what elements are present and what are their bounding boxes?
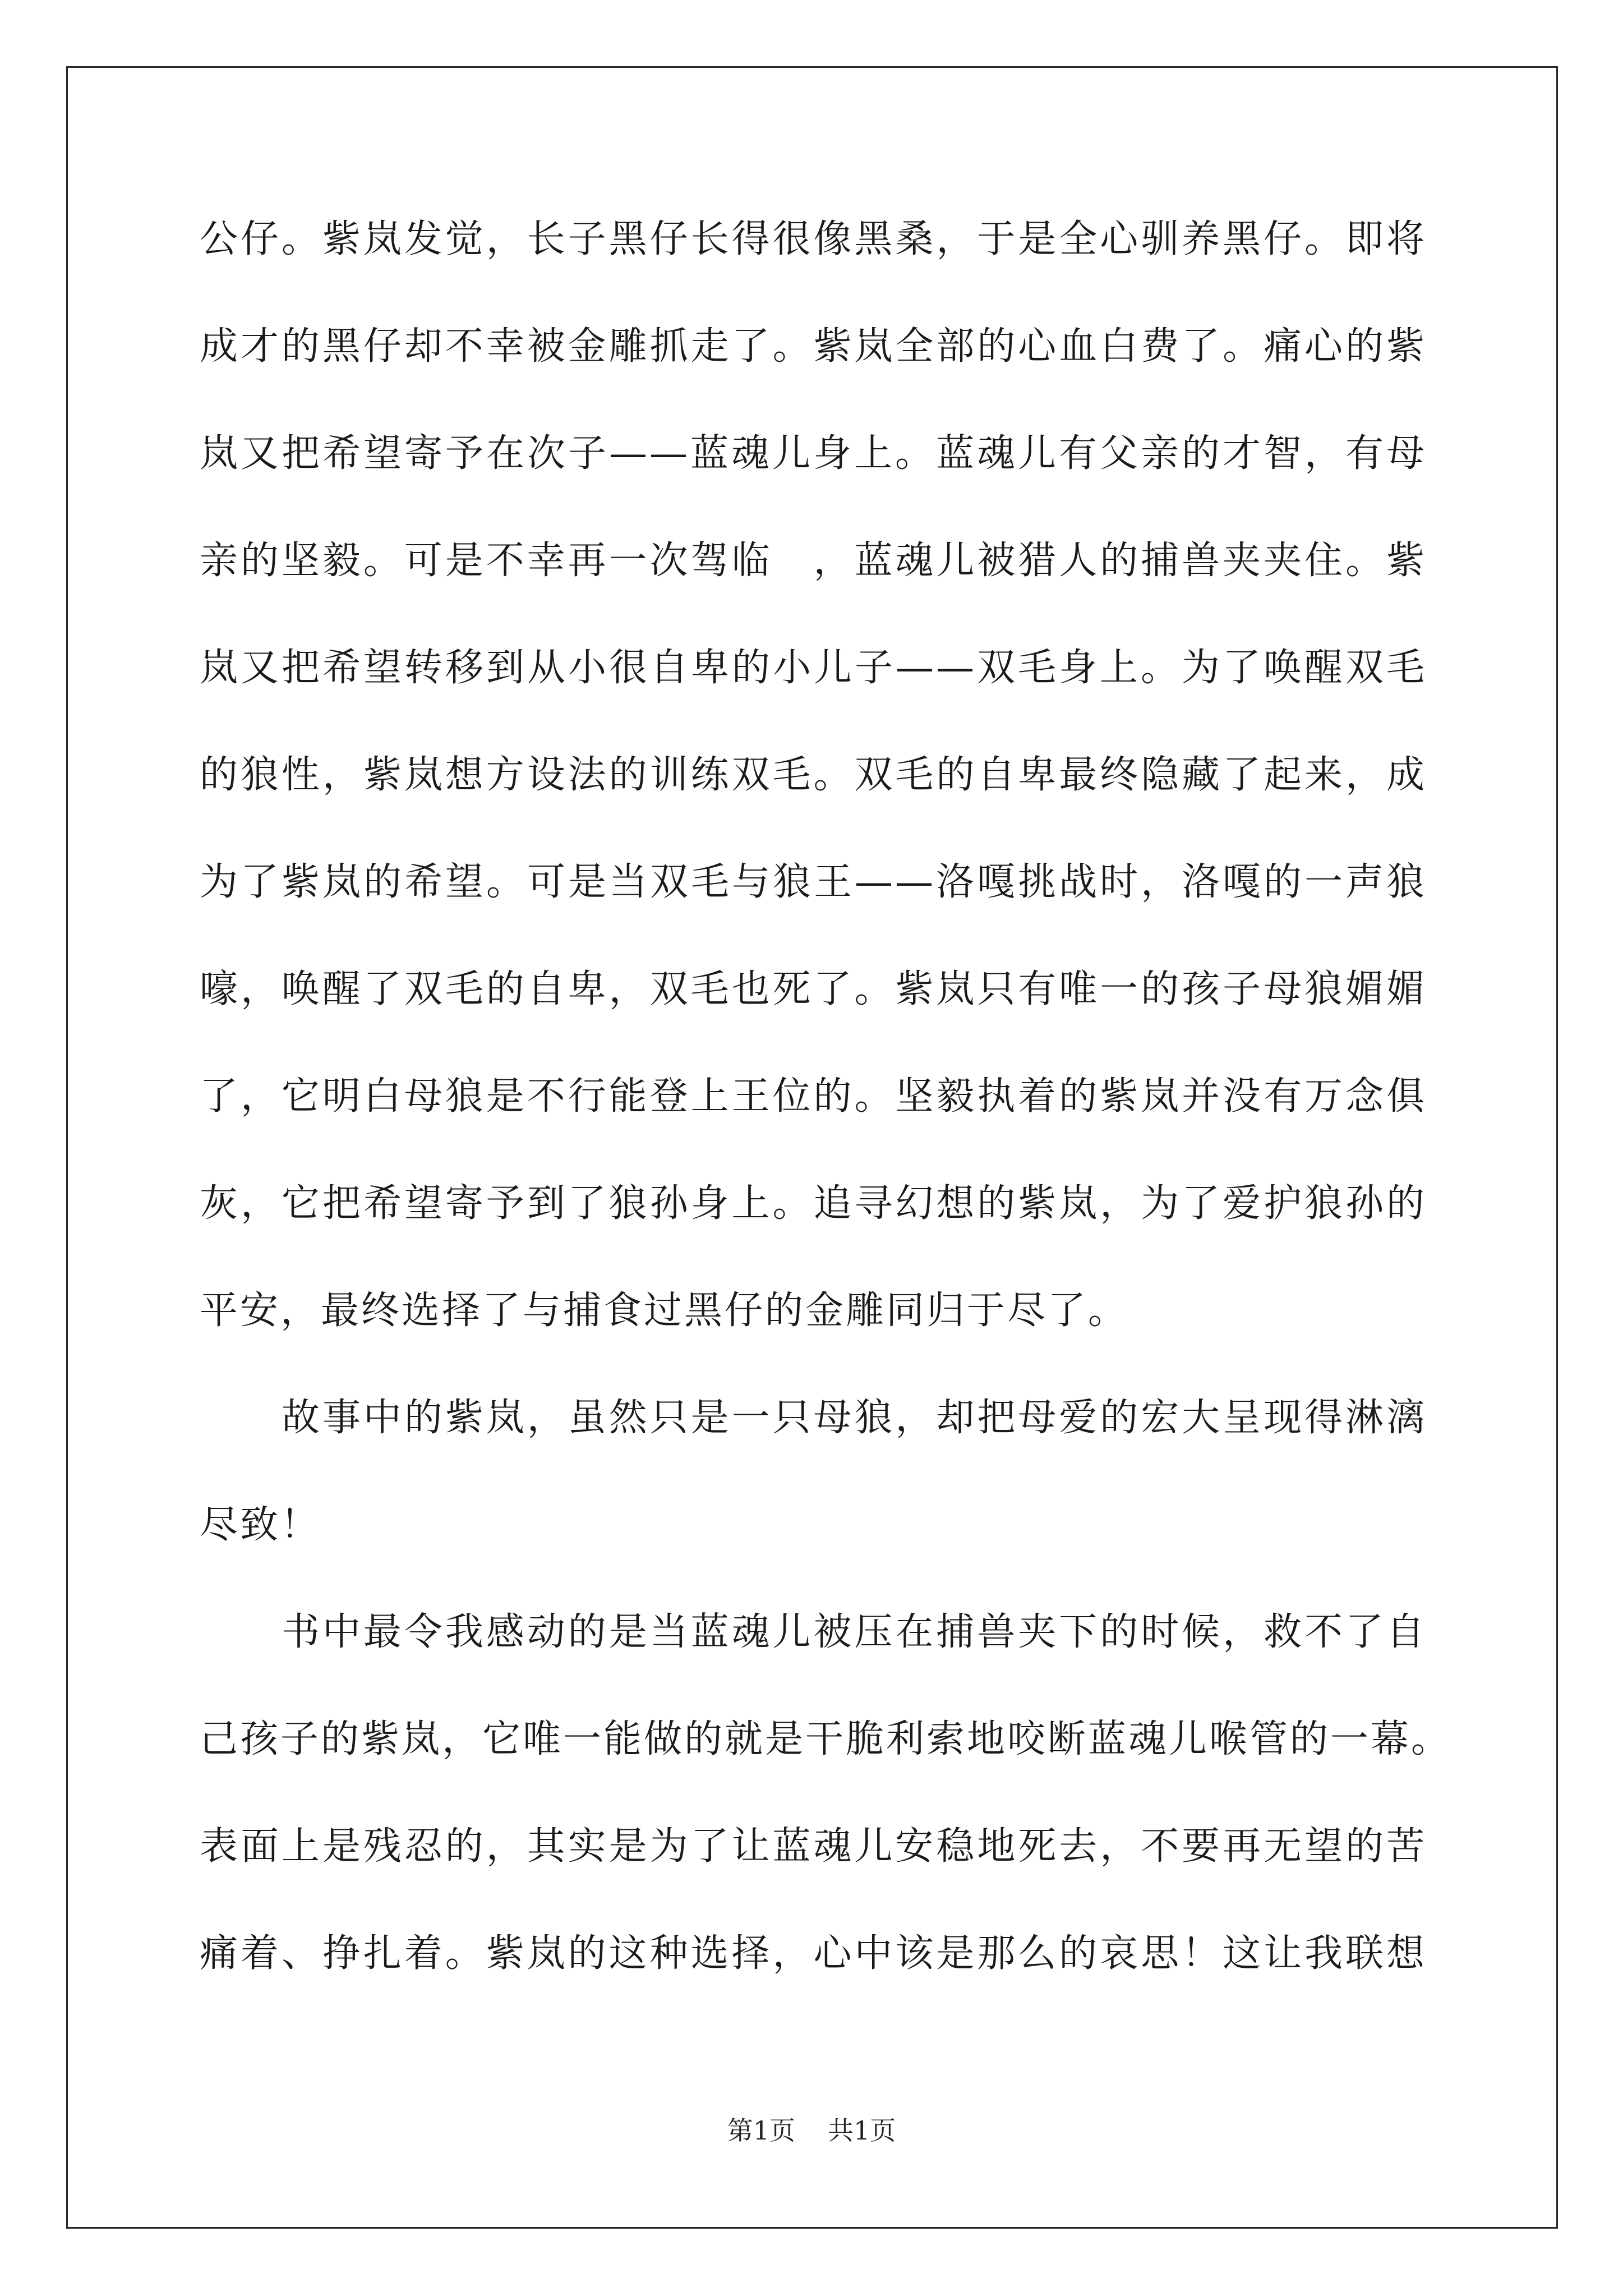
text-line: 书中最令我感动的是当蓝魂儿被压在捕兽夹下的时候，救不了自 <box>282 1610 1427 1654</box>
text-line: 嚎，唤醒了双毛的自卑，双毛也死了。紫岚只有唯一的孩子母狼媚媚 <box>200 967 1427 1011</box>
text-line: 成才的黑仔却不幸被金雕抓走了。紫岚全部的心血白费了。痛心的紫 <box>200 324 1427 369</box>
text-line: 灰，它把希望寄予到了狼孙身上。追寻幻想的紫岚，为了爱护狼孙的 <box>200 1181 1427 1226</box>
text-line: 故事中的紫岚，虽然只是一只母狼，却把母爱的宏大呈现得淋漓 <box>282 1396 1427 1440</box>
text-line: 岚又把希望寄予在次子——蓝魂儿身上。蓝魂儿有父亲的才智，有母 <box>200 431 1427 476</box>
text-line: 为了紫岚的希望。可是当双毛与狼王——洛嘎挑战时，洛嘎的一声狼 <box>200 860 1427 904</box>
text-line: 的狼性，紫岚想方设法的训练双毛。双毛的自卑最终隐藏了起来，成 <box>200 753 1427 797</box>
text-line: 亲的坚毅。可是不幸再一次驾临 ，蓝魂儿被猎人的捕兽夹夹住。紫 <box>200 539 1427 583</box>
page-total: 共1页 <box>828 2115 896 2146</box>
text-line: 公仔。紫岚发觉，长子黑仔长得很像黑桑，于是全心驯养黑仔。即将 <box>200 217 1427 261</box>
text-line: 岚又把希望转移到从小很自卑的小儿子——双毛身上。为了唤醒双毛 <box>200 646 1427 690</box>
page-footer <box>0 2114 1623 2147</box>
text-line: 了，它明白母狼是不行能登上王位的。坚毅执着的紫岚并没有万念俱 <box>200 1074 1427 1119</box>
text-line: 痛着、挣扎着。紫岚的这种选择，心中该是那么的哀思！这让我联想 <box>200 1931 1427 1976</box>
page-number: 第1页 <box>727 2115 795 2146</box>
text-line: 表面上是残忍的，其实是为了让蓝魂儿安稳地死去，不要再无望的苦 <box>200 1824 1427 1869</box>
text-line: 己孩子的紫岚，它唯一能做的就是干脆利索地咬断蓝魂儿喉管的一幕。 <box>200 1717 1452 1761</box>
text-line: 尽致！ <box>200 1503 321 1547</box>
text-line: 平安，最终选择了与捕食过黑仔的金雕同归于尽了。 <box>200 1289 1129 1333</box>
body-text <box>200 209 1452 2030</box>
